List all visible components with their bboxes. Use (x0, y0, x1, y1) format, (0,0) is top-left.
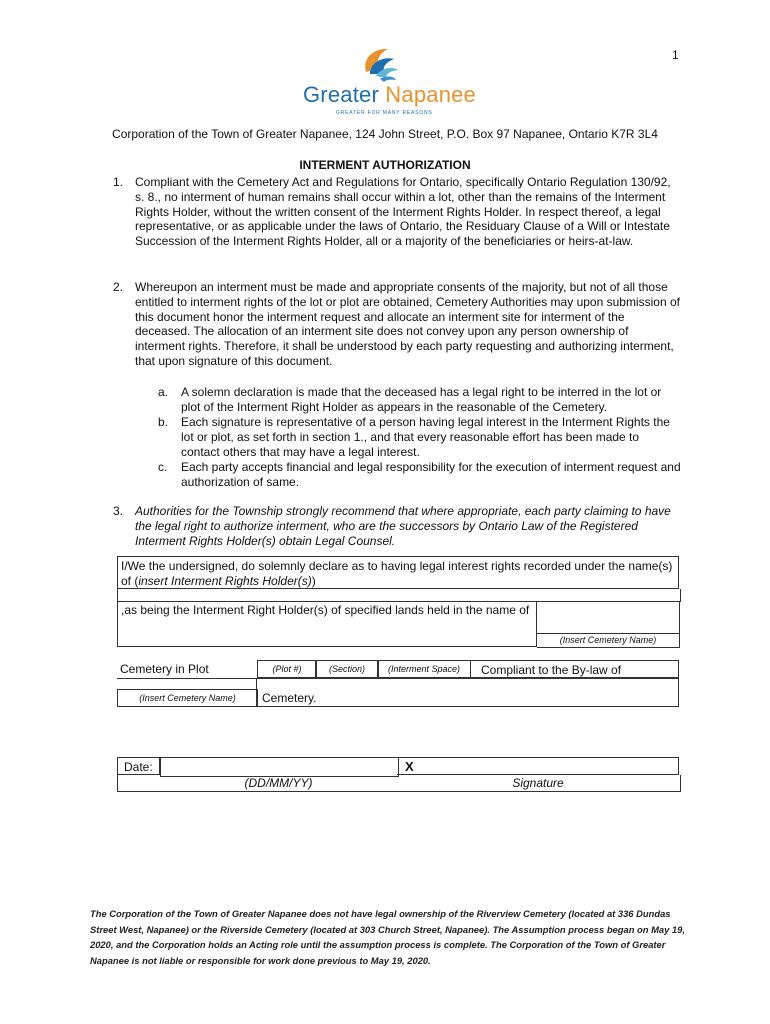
date-format-hint: (DD/MM/YY) (244, 776, 313, 790)
declaration-italic: insert Interment Rights Holder(s) (138, 573, 312, 588)
logo-wordmark (303, 82, 476, 108)
subitem-c (158, 460, 683, 490)
declaration-text: I/We the undersigned, do solemnly declare as to having legal interest rights recorded under the name(s) of ( (121, 559, 673, 588)
section-3 (113, 504, 683, 549)
section-1 (113, 175, 683, 265)
cemetery-name-hint: (Insert Cemetery Name) (537, 633, 680, 648)
subitem-b (158, 415, 683, 460)
cemetery-name-input[interactable] (537, 601, 680, 634)
page-title: INTERMENT AUTHORIZATION (299, 158, 471, 172)
logo-text-napanee: Napanee (385, 82, 476, 107)
signature-input[interactable]: X (397, 757, 679, 775)
section-2 (113, 280, 683, 370)
subitem-text: Each party accepts financial and legal responsibility for the execution of interment request and authorization of same. (181, 460, 681, 489)
date-input[interactable] (160, 757, 399, 777)
section-text: Authorities for the Township strongly recommend that where appropriate, each party claiming to have the legal right to authorize interment, who are the successors by Ontario Law of the Registered Interment Rights Holder(s) obtain Legal Counsel. (135, 504, 671, 548)
section-field[interactable]: (Section) (315, 660, 379, 678)
bylaw-cemetery-name-field[interactable]: (Insert Cemetery Name) (117, 689, 258, 707)
subitem-a (158, 385, 683, 415)
bylaw-label: Compliant to the By-law of (469, 660, 679, 678)
declaration-field[interactable] (117, 556, 679, 589)
section-number: 3. (113, 504, 124, 518)
logo-tagline: GREATER FOR MANY REASONS (336, 110, 433, 116)
signature-hint: Signature (512, 776, 564, 790)
subitem-text: Each signature is representative of a person having legal interest in the Interment Rights the lot or plot, as set forth in section 1., and that every reasonable effort has been made to contact others that may have a legal interest. (181, 415, 670, 459)
holder-statement: ,as being the Interment Right Holder(s) of specified lands held in the name of (117, 601, 537, 647)
subitem-label: c. (158, 460, 168, 474)
cemetery-label: Cemetery. (256, 678, 679, 707)
logo-text-greater: Greater (303, 82, 379, 107)
plot-number-field[interactable]: (Plot #) (257, 660, 317, 678)
section-number: 1. (113, 175, 124, 189)
section-text: Whereupon an interment must be made and appropriate consents of the majority, but not of all those entitled to interment rights of the lot or plot are obtained, Cemetery Authorities may upon submission of this document honor the interment request and allocate an interment site for interment of the deceased. The allocation of an interment site does not convey upon any person ownership of interment rights. Therefore, it shall be understood by each party requesting and authorizing interment, that upon signature of this document. (135, 280, 680, 368)
declaration-end: ) (311, 573, 316, 588)
section-number: 2. (113, 280, 124, 294)
page-number: 1 (672, 48, 679, 62)
corporation-address: Corporation of the Town of Greater Napanee, 124 John Street, P.O. Box 97 Napanee, Ontario K7R 3L4 (112, 127, 658, 141)
section-text: Compliant with the Cemetery Act and Regulations for Ontario, specifically Ontario Regulation 130/92, s. 8., no interment of human remains shall occur within a lot, other than the remains of the Interment Rights Holder, without the written consent of the Interment Rights Holder. In respect thereof, a legal representative, or as applicable under the laws of Ontario, the Residuary Clause of a Will or Intestate Succession of the Interment Rights Holder, all or a majority of the beneficiaries or heirs-at-law. (135, 175, 671, 249)
subitem-text: A solemn declaration is made that the deceased has a legal right to be interred in the lot or plot of the Interment Right Holder as appears in the reasonable of the Cemetery. (181, 385, 662, 414)
interment-space-field[interactable]: (Interment Space) (377, 660, 471, 678)
subitem-label: a. (158, 385, 169, 399)
date-label: Date: (117, 757, 160, 775)
cemetery-in-plot-label: Cemetery in Plot (120, 662, 209, 676)
footnote: The Corporation of the Town of Greater Napanee does not have legal ownership of the Riverview Cemetery (located at 336 Dundas Street West, Napanee) or the Riverside Cemetery (located at 303 Church Street, Napanee). The Assumption process began on May 19, 2020, and the Corporation holds an Acting role until the assumption process is complete. The Corporation of the Town of Greater Napanee is not liable or responsible for work done previous to May 19, 2020. (90, 908, 685, 966)
subitem-label: b. (158, 415, 169, 429)
